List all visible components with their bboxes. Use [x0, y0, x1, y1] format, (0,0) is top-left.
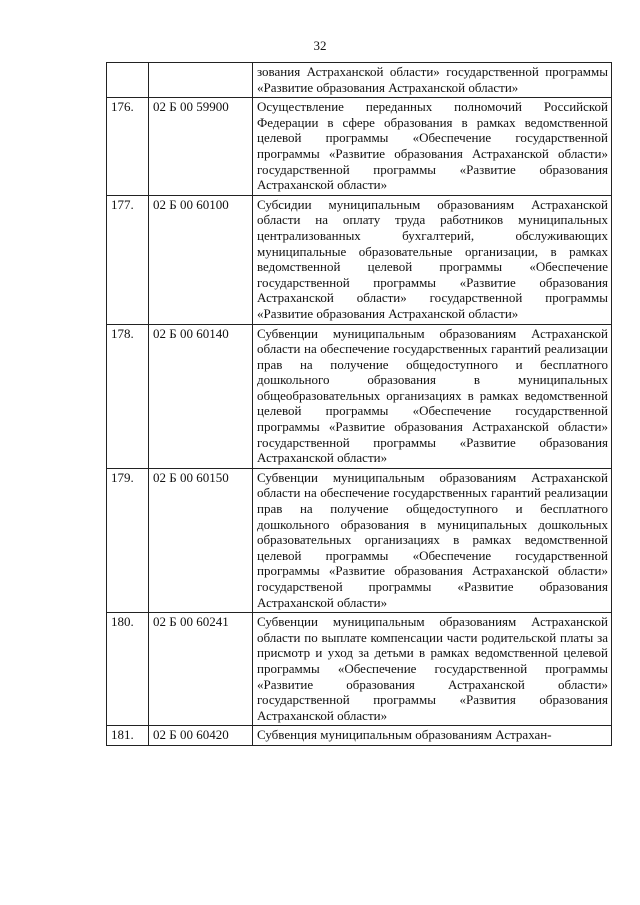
table-row [107, 324, 612, 468]
target-article-code [149, 63, 253, 98]
target-article-code: 02 Б 00 60241 [149, 613, 253, 726]
expense-description: Осуществление переданных полномочий Российской Федерации в сфере образования в рамках ведомственной целевой программы «Обеспечение государственной программы «Развитие образования Астраханской области» государственной программы «Развитие образования Астраханской области» [253, 98, 612, 196]
table-row [107, 468, 612, 612]
row-number: 176. [107, 98, 149, 196]
expense-description: Субвенции муниципальным образованиям Астраханской области на обеспечение государственных гарантий реализации прав на получение общедоступного и бесплатного дошкольного образования в муниципальных общеобразовательных организациях в рамках ведомственной целевой программы «Обеспечение государственной программы «Развитие образования Астраханской области» государственной программы «Развитие образования Астраханской области» [253, 324, 612, 468]
row-number: 181. [107, 726, 149, 746]
expense-description: Субвенции муниципальным образованиям Астраханской области по выплате компенсации части родительской платы за присмотр и уход за детьми в рамках ведомственной целевой программы «Обеспечение государственной программы «Развитие образования Астраханской области» государственной программы «Развития образования Астраханской области» [253, 613, 612, 726]
target-article-code: 02 Б 00 60150 [149, 468, 253, 612]
target-article-code: 02 Б 00 59900 [149, 98, 253, 196]
table-row [107, 98, 612, 196]
row-number [107, 63, 149, 98]
expense-description: Субвенции муниципальным образованиям Астраханской области на обеспечение государственных гарантий реализации прав на получение общедоступного и бесплатного дошкольного образования в муниципальных дошкольных образовательных организациях в рамках ведомственной целевой программы «Обеспечение государственной программы «Развитие образования Астраханской области» государственой программы «Развитие образования Астраханской области» [253, 468, 612, 612]
row-number: 178. [107, 324, 149, 468]
table-row [107, 195, 612, 324]
target-article-code: 02 Б 00 60140 [149, 324, 253, 468]
expense-description: Субсидии муниципальным образованиям Астраханской области на оплату труда работников муниципальных централизованных бухгалтерий, обслуживающих муниципальные образовательные организации, в рамках ведомственной целевой программы «Обеспечение государственной программы «Развитие образования Астраханской области» государственной программы «Развитие образования Астраханской области» [253, 195, 612, 324]
row-number: 177. [107, 195, 149, 324]
row-number: 179. [107, 468, 149, 612]
table-row [107, 613, 612, 726]
budget-classification-table [106, 62, 612, 746]
expense-description: зования Астраханской области» государственной программы «Развитие образования Астраханской области» [253, 63, 612, 98]
page-number: 32 [313, 38, 327, 53]
table-row [107, 63, 612, 98]
table-row [107, 726, 612, 746]
target-article-code: 02 Б 00 60100 [149, 195, 253, 324]
target-article-code: 02 Б 00 60420 [149, 726, 253, 746]
row-number: 180. [107, 613, 149, 726]
expense-description: Субвенция муниципальным образованиям Астрахан- [253, 726, 612, 746]
